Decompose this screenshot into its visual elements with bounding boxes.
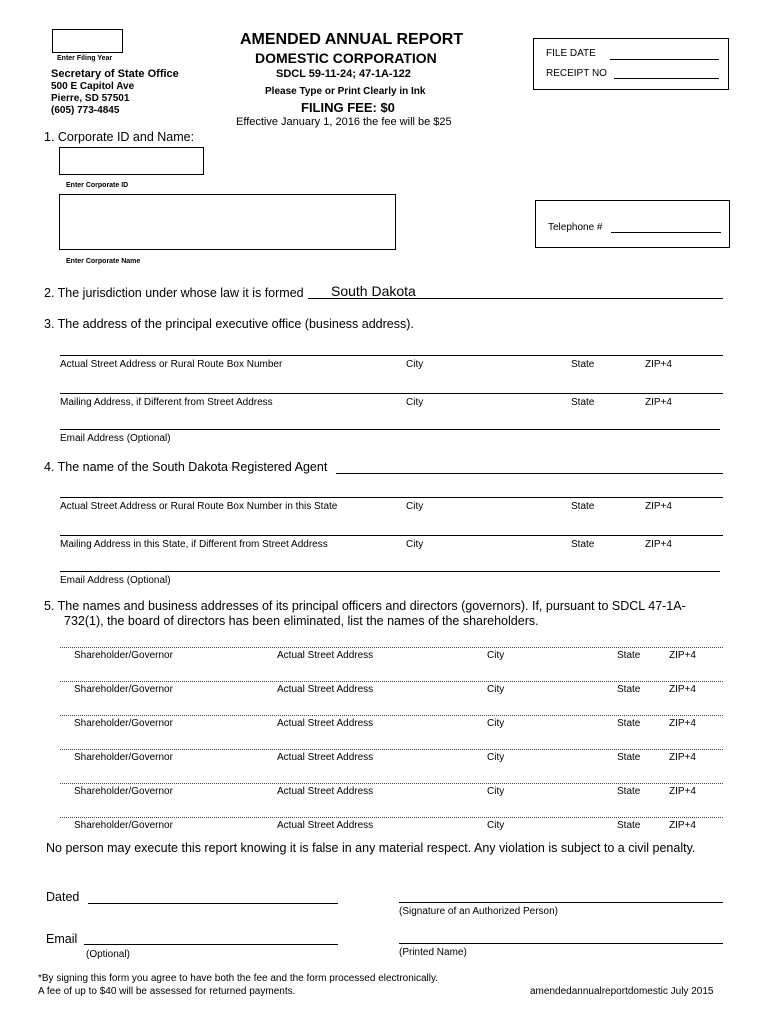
returned-payment-note: A fee of up to $40 will be assessed for returned payments.	[38, 986, 296, 997]
business-mailing-line[interactable]	[60, 393, 723, 394]
section-1-label: 1. Corporate ID and Name:	[44, 130, 195, 144]
business-city-label: City	[406, 359, 424, 370]
corporate-name-label: Enter Corporate Name	[66, 258, 141, 265]
governor-row-state-label: State	[617, 786, 641, 797]
governor-row-zip-label: ZIP+4	[669, 684, 696, 695]
form-subtitle: DOMESTIC CORPORATION	[255, 50, 437, 66]
form-title: AMENDED ANNUAL REPORT	[240, 31, 464, 48]
agent-zip-label: ZIP+4	[645, 501, 672, 512]
agent-street-label: Actual Street Address or Rural Route Box Number in this State	[60, 501, 338, 512]
governor-row-governor-label: Shareholder/Governor	[74, 752, 173, 763]
governor-row-zip-label: ZIP+4	[669, 650, 696, 661]
governor-row-state-label: State	[617, 820, 641, 831]
business-street-line[interactable]	[60, 355, 723, 356]
business-mailing-zip-label: ZIP+4	[645, 397, 672, 408]
agent-mailing-line[interactable]	[60, 535, 723, 536]
governor-row-line[interactable]	[60, 817, 723, 818]
corporate-id-field[interactable]	[59, 147, 204, 175]
governor-row-city-label: City	[487, 650, 505, 661]
statute-reference: SDCL 59-11-24; 47-1A-122	[276, 68, 411, 80]
file-date-label: FILE DATE	[546, 48, 596, 59]
business-mailing-city-label: City	[406, 397, 424, 408]
dated-label: Dated	[46, 890, 80, 904]
section-4-label: 4. The name of the South Dakota Registered Agent	[44, 460, 328, 474]
business-mailing-state-label: State	[571, 397, 595, 408]
section-5-label-line-2: 732(1), the board of directors has been eliminated, list the names of the shareholders.	[64, 614, 539, 628]
business-state-label: State	[571, 359, 595, 370]
fee-note: Effective January 1, 2016 the fee will be $25	[236, 116, 452, 128]
agent-city-label: City	[406, 501, 424, 512]
email-line[interactable]	[84, 944, 338, 945]
governor-row-zip-label: ZIP+4	[669, 752, 696, 763]
governor-row-street-label: Actual Street Address	[277, 718, 374, 729]
section-5-label-line-1: 5. The names and business addresses of its principal officers and directors (governors). If, pursuant to SDCL 47-1A-	[44, 599, 686, 613]
governor-row-city-label: City	[487, 786, 505, 797]
business-email-line[interactable]	[60, 429, 720, 430]
governor-row-state-label: State	[617, 718, 641, 729]
email-label: Email	[46, 932, 78, 946]
filing-fee: FILING FEE: $0	[301, 100, 395, 115]
governor-row-street-label: Actual Street Address	[277, 820, 374, 831]
agent-mailing-label: Mailing Address in this State, if Different from Street Address	[60, 539, 328, 550]
governor-row-city-label: City	[487, 752, 505, 763]
section-2-label: 2. The jurisdiction under whose law it is formed	[44, 286, 304, 300]
governor-row-zip-label: ZIP+4	[669, 820, 696, 831]
governor-row-state-label: State	[617, 684, 641, 695]
agent-mailing-state-label: State	[571, 539, 595, 550]
governor-row-governor-label: Shareholder/Governor	[74, 820, 173, 831]
registered-agent-name-line[interactable]	[336, 473, 723, 474]
jurisdiction-line	[308, 298, 723, 299]
electronic-processing-note: *By signing this form you agree to have both the fee and the form processed electronically.	[38, 973, 439, 984]
governor-row-line[interactable]	[60, 647, 723, 648]
governor-row-street-label: Actual Street Address	[277, 752, 374, 763]
agent-state-label: State	[571, 501, 595, 512]
email-optional-label: (Optional)	[86, 949, 130, 960]
signature-label: (Signature of an Authorized Person)	[399, 906, 558, 917]
printed-name-line[interactable]	[399, 943, 723, 944]
agent-mailing-zip-label: ZIP+4	[645, 539, 672, 550]
dated-line[interactable]	[88, 903, 338, 904]
office-line-4: (605) 773-4845	[51, 105, 120, 116]
governor-row-governor-label: Shareholder/Governor	[74, 718, 173, 729]
governor-row-line[interactable]	[60, 681, 723, 682]
office-line-1: Secretary of State Office	[51, 68, 179, 80]
governor-row-governor-label: Shareholder/Governor	[74, 684, 173, 695]
governor-row-street-label: Actual Street Address	[277, 684, 374, 695]
business-mailing-label: Mailing Address, if Different from Street Address	[60, 397, 273, 408]
governor-row-state-label: State	[617, 650, 641, 661]
governor-row-line[interactable]	[60, 783, 723, 784]
section-3-label: 3. The address of the principal executive office (business address).	[44, 317, 414, 331]
form-identifier: amendedannualreportdomestic July 2015	[530, 986, 714, 997]
governor-row-governor-label: Shareholder/Governor	[74, 650, 173, 661]
business-email-label: Email Address (Optional)	[60, 433, 171, 444]
business-street-label: Actual Street Address or Rural Route Box Number	[60, 359, 283, 370]
agent-mailing-city-label: City	[406, 539, 424, 550]
corporate-id-label: Enter Corporate ID	[66, 182, 129, 189]
governor-row-city-label: City	[487, 684, 505, 695]
print-instruction: Please Type or Print Clearly in Ink	[265, 86, 426, 97]
governor-row-governor-label: Shareholder/Governor	[74, 786, 173, 797]
jurisdiction-value[interactable]: South Dakota	[331, 283, 416, 299]
governor-row-line[interactable]	[60, 749, 723, 750]
governor-row-street-label: Actual Street Address	[277, 650, 374, 661]
governor-row-zip-label: ZIP+4	[669, 786, 696, 797]
governor-row-city-label: City	[487, 718, 505, 729]
penalty-statement: No person may execute this report knowing it is false in any material respect. Any violation is subject to a civil penalty.	[46, 841, 696, 855]
business-zip-label: ZIP+4	[645, 359, 672, 370]
printed-name-label: (Printed Name)	[399, 947, 467, 958]
receipt-label: RECEIPT NO	[546, 68, 607, 79]
receipt-line	[614, 78, 719, 79]
file-date-line	[610, 59, 719, 60]
telephone-line[interactable]	[611, 232, 721, 233]
agent-email-label: Email Address (Optional)	[60, 575, 171, 586]
governor-row-city-label: City	[487, 820, 505, 831]
office-line-2: 500 E Capitol Ave	[51, 81, 135, 92]
office-use-box	[533, 38, 729, 90]
governor-row-street-label: Actual Street Address	[277, 786, 374, 797]
telephone-label: Telephone #	[548, 222, 603, 233]
signature-line[interactable]	[399, 902, 723, 903]
corporate-name-field[interactable]	[59, 194, 396, 250]
filing-year-field[interactable]	[52, 29, 123, 53]
governor-row-state-label: State	[617, 752, 641, 763]
governor-row-line[interactable]	[60, 715, 723, 716]
filing-year-label: Enter Filing Year	[57, 55, 113, 62]
office-line-3: Pierre, SD 57501	[51, 93, 130, 104]
agent-street-line[interactable]	[60, 497, 723, 498]
agent-email-line[interactable]	[60, 571, 720, 572]
governor-row-zip-label: ZIP+4	[669, 718, 696, 729]
